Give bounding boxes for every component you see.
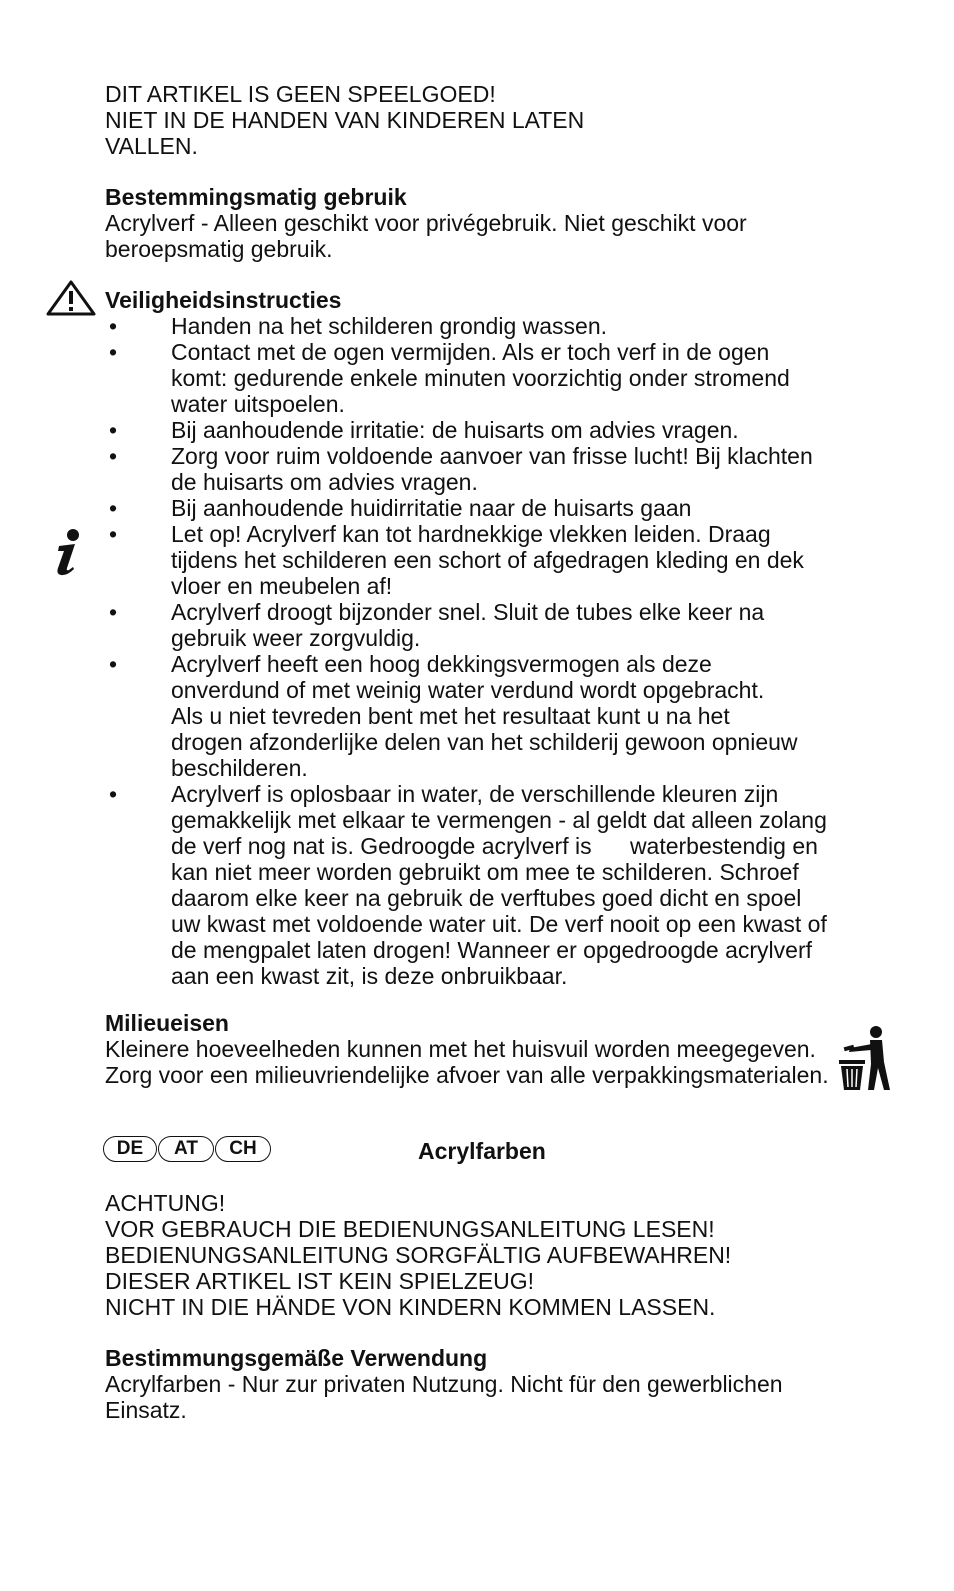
list-item-line: tijdens het schilderen een schort of afgedragen kleding en dek xyxy=(171,547,804,573)
list-item-line: gemakkelijk met elkaar te vermengen - al geldt dat alleen zolang xyxy=(171,807,827,833)
list-item-line: kan niet meer worden gebruikt om mee te schilderen. Schroef xyxy=(171,859,799,885)
intended-use-nl xyxy=(105,184,905,262)
warning-nl-line: DIT ARTIKEL IS GEEN SPEELGOED! xyxy=(105,81,496,107)
country-badges xyxy=(103,1136,273,1162)
info-icon xyxy=(53,528,83,576)
list-item xyxy=(105,521,865,599)
intended-use-nl-heading: Bestemmingsmatig gebruik xyxy=(105,184,407,210)
intended-use-de xyxy=(105,1345,905,1423)
list-item xyxy=(105,651,865,781)
warning-nl xyxy=(105,81,905,159)
intended-use-de-heading: Bestimmungsgemäße Verwendung xyxy=(105,1345,488,1371)
section-title-de: Acrylfarben xyxy=(418,1138,546,1164)
list-item-line: onverdund of met weinig water verdund wordt opgebracht. xyxy=(171,677,765,703)
list-item xyxy=(105,495,865,521)
list-item-line: komt: gedurende enkele minuten voorzichtig onder stromend xyxy=(171,365,790,391)
list-item-line: uw kwast met voldoende water uit. De verf nooit op een kwast of xyxy=(171,911,827,937)
intended-use-de-line: Acrylfarben - Nur zur privaten Nutzung. Nicht für den gewerblichen xyxy=(105,1371,783,1397)
environment-nl-line: Kleinere hoeveelheden kunnen met het huisvuil worden meegegeven. xyxy=(105,1036,816,1062)
list-item-line: Acrylverf is oplosbaar in water, de verschillende kleuren zijn xyxy=(171,781,779,807)
list-item-line: Bij aanhoudende huidirritatie naar de huisarts gaan xyxy=(171,495,692,521)
list-item-line: de huisarts om advies vragen. xyxy=(171,469,478,495)
list-item-line: beschilderen. xyxy=(171,755,308,781)
warning-nl-line: VALLEN. xyxy=(105,133,198,159)
list-item-line: de verf nog nat is. Gedroogde acrylverf is waterbestendig en xyxy=(171,833,818,859)
list-item-line: drogen afzonderlijke delen van het schilderij gewoon opnieuw xyxy=(171,729,798,755)
safety-nl-list xyxy=(105,313,865,989)
list-item-line: Bij aanhoudende irritatie: de huisarts om advies vragen. xyxy=(171,417,739,443)
list-item-line: Acrylverf heeft een hoog dekkingsvermogen als deze xyxy=(171,651,712,677)
warning-nl-line: NIET IN DE HANDEN VAN KINDEREN LATEN xyxy=(105,107,585,133)
bullet: • xyxy=(109,443,118,469)
list-item xyxy=(105,339,865,417)
bullet: • xyxy=(109,651,118,677)
list-item-line: Handen na het schilderen grondig wassen. xyxy=(171,313,608,339)
trash-bin-disposal-icon xyxy=(836,1024,892,1094)
bullet: • xyxy=(109,417,118,443)
list-item-line: Acrylverf droogt bijzonder snel. Sluit de tubes elke keer na xyxy=(171,599,765,625)
bullet: • xyxy=(109,339,118,365)
intended-use-nl-line: Acrylverf - Alleen geschikt voor privégebruik. Niet geschikt voor xyxy=(105,210,747,236)
bullet: • xyxy=(109,781,118,807)
list-item xyxy=(105,313,865,339)
list-item xyxy=(105,417,865,443)
country-badge-de: DE xyxy=(103,1136,157,1162)
list-item-line: aan een kwast zit, is deze onbruikbaar. xyxy=(171,963,568,989)
list-item-line: daarom elke keer na gebruik de verftubes goed dicht en spoel xyxy=(171,885,802,911)
warning-triangle-icon xyxy=(46,280,96,316)
bullet: • xyxy=(109,599,118,625)
list-item-line: water uitspoelen. xyxy=(171,391,345,417)
list-item-line: vloer en meubelen af! xyxy=(171,573,393,599)
bullet: • xyxy=(109,495,118,521)
warning-de-line: VOR GEBRAUCH DIE BEDIENUNGSANLEITUNG LESEN! xyxy=(105,1216,715,1242)
warning-de-line: ACHTUNG! xyxy=(105,1190,226,1216)
list-item-line: Als u niet tevreden bent met het resultaat kunt u na het xyxy=(171,703,730,729)
country-badge-at: AT xyxy=(158,1136,214,1162)
list-item-line: Let op! Acrylverf kan tot hardnekkige vlekken leiden. Draag xyxy=(171,521,771,547)
country-badge-ch: CH xyxy=(215,1136,271,1162)
list-item-line: Zorg voor ruim voldoende aanvoer van frisse lucht! Bij klachten xyxy=(171,443,813,469)
bullet: • xyxy=(109,521,118,547)
list-item xyxy=(105,443,865,495)
warning-de xyxy=(105,1190,905,1320)
bullet: • xyxy=(109,313,118,339)
list-item xyxy=(105,781,865,989)
warning-de-line: BEDIENUNGSANLEITUNG SORGFÄLTIG AUFBEWAHREN! xyxy=(105,1242,732,1268)
environment-nl xyxy=(105,1010,905,1088)
list-item xyxy=(105,599,865,651)
warning-de-line: DIESER ARTIKEL IST KEIN SPIELZEUG! xyxy=(105,1268,535,1294)
safety-nl-heading: Veiligheidsinstructies xyxy=(105,287,342,313)
environment-nl-heading: Milieueisen xyxy=(105,1010,229,1036)
environment-nl-line: Zorg voor een milieuvriendelijke afvoer van alle verpakkingsmaterialen. xyxy=(105,1062,829,1088)
safety-nl-heading-wrap xyxy=(105,287,905,313)
list-item-line: Contact met de ogen vermijden. Als er toch verf in de ogen xyxy=(171,339,770,365)
warning-de-line: NICHT IN DIE HÄNDE VON KINDERN KOMMEN LASSEN. xyxy=(105,1294,716,1320)
intended-use-de-line: Einsatz. xyxy=(105,1397,187,1423)
list-item-line: gebruik weer zorgvuldig. xyxy=(171,625,421,651)
intended-use-nl-line: beroepsmatig gebruik. xyxy=(105,236,333,262)
list-item-line: de mengpalet laten drogen! Wanneer er opgedroogde acrylverf xyxy=(171,937,813,963)
